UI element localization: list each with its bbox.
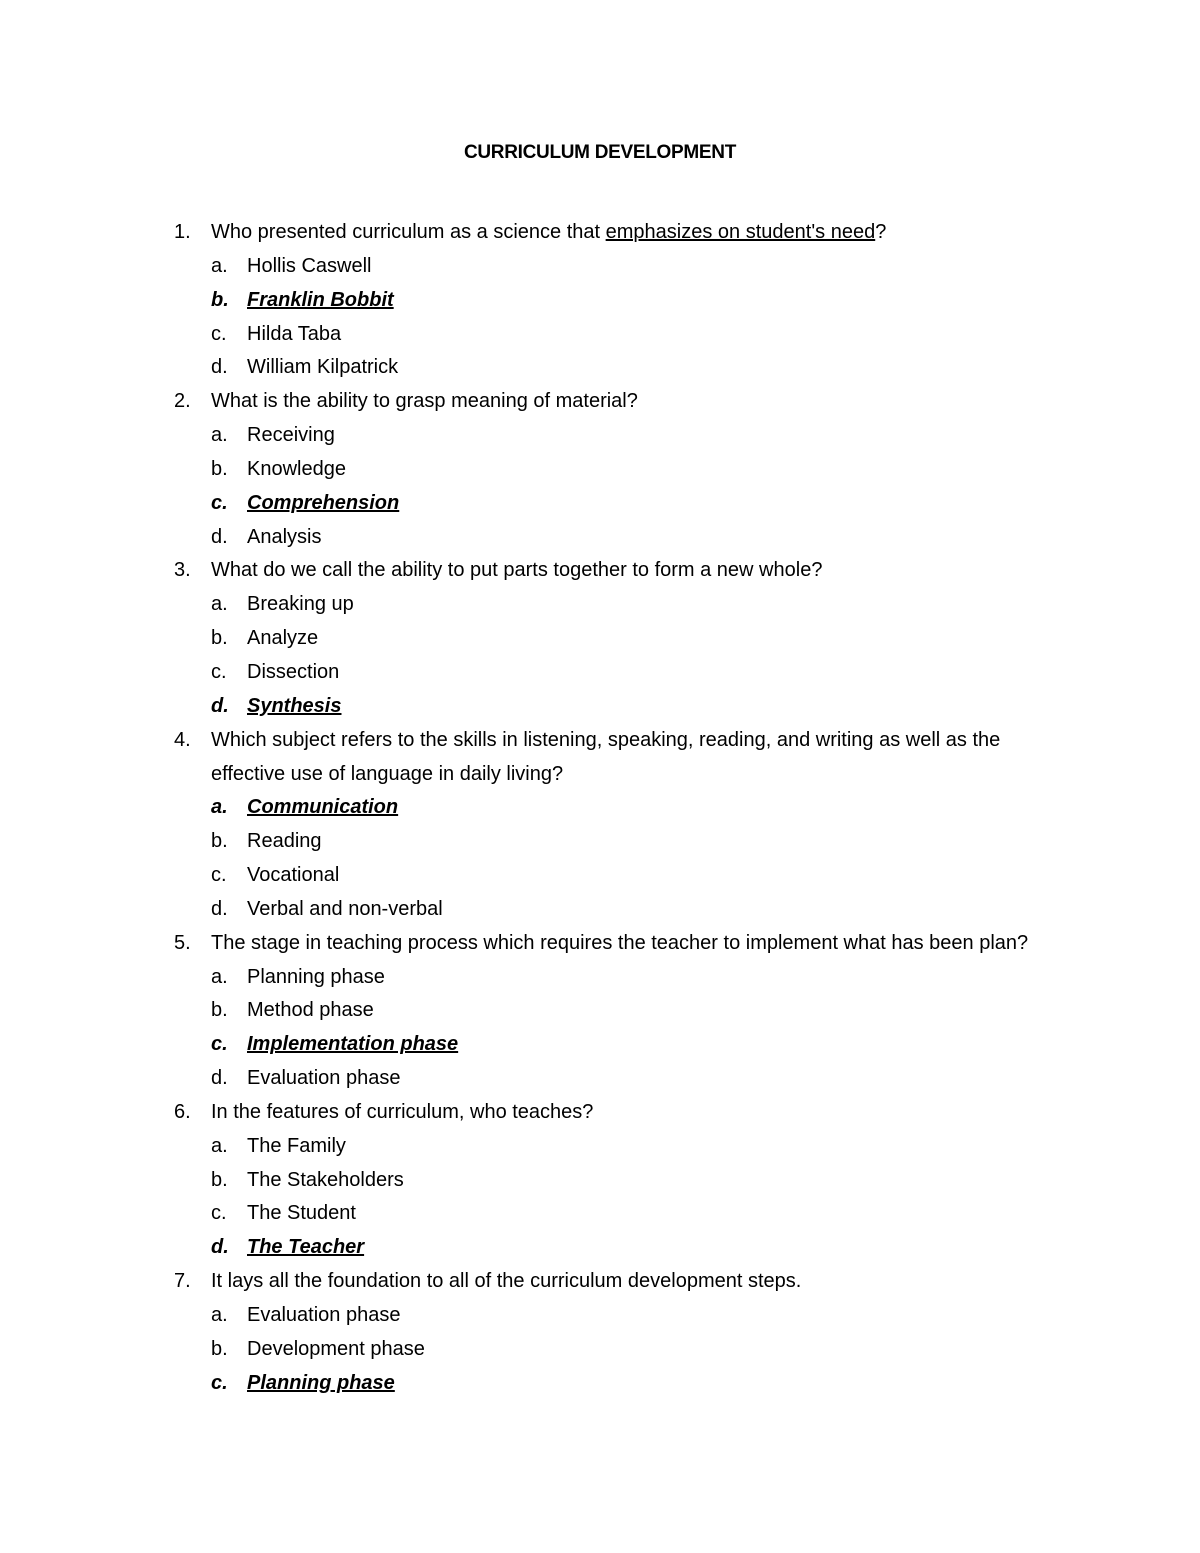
question-text: Who presented curriculum as a science that emphasizes on student's need? xyxy=(211,221,887,243)
option-correct xyxy=(0,1231,1200,1265)
option-letter: b. xyxy=(211,288,229,311)
question-number: 1. xyxy=(174,221,191,243)
question-text: The stage in teaching process which requires the teacher to implement what has been plan? xyxy=(211,931,1029,954)
option-text: Analyze xyxy=(247,627,319,650)
option-text: Planning phase xyxy=(247,1371,395,1394)
option-text: The Teacher xyxy=(247,1236,365,1259)
option-text: Method phase xyxy=(247,999,374,1022)
option-letter: a. xyxy=(211,593,228,616)
option-letter: d. xyxy=(211,694,229,717)
option xyxy=(0,1333,1200,1367)
option-letter: b. xyxy=(211,830,228,853)
option-letter: d. xyxy=(211,525,228,548)
option xyxy=(0,250,1200,284)
option-text: Hilda Taba xyxy=(247,322,342,345)
page-title: CURRICULUM DEVELOPMENT xyxy=(463,142,737,163)
question xyxy=(0,724,1200,758)
underlined-phrase: emphasizes on student's need xyxy=(605,221,876,243)
option-text: Knowledge xyxy=(247,457,346,480)
option xyxy=(0,622,1200,656)
option xyxy=(0,1130,1200,1164)
option xyxy=(0,351,1200,385)
question-text: It lays all the foundation to all of the curriculum development steps. xyxy=(211,1270,802,1293)
question-continuation xyxy=(0,758,1200,792)
question-number: 2. xyxy=(174,390,191,413)
option-text: Planning phase xyxy=(247,965,385,988)
question-text: In the features of curriculum, who teaches? xyxy=(211,1100,594,1123)
option-text: Implementation phase xyxy=(247,1033,459,1056)
option-text: Reading xyxy=(247,830,322,853)
question xyxy=(0,1265,1200,1299)
option xyxy=(0,1164,1200,1198)
option-text: Verbal and non-verbal xyxy=(247,897,443,920)
question xyxy=(0,554,1200,588)
option-text: Breaking up xyxy=(247,593,354,616)
option xyxy=(0,893,1200,927)
option xyxy=(0,994,1200,1028)
option-text: The Student xyxy=(247,1202,356,1225)
option-letter: c. xyxy=(211,1371,228,1394)
option-letter: c. xyxy=(211,660,227,683)
option-letter: a. xyxy=(211,424,228,447)
question-text: Which subject refers to the skills in listening, speaking, reading, and writing as well as the xyxy=(211,728,1001,751)
option xyxy=(0,318,1200,352)
option-letter: b. xyxy=(211,457,228,480)
option-correct xyxy=(0,791,1200,825)
option-text: Hollis Caswell xyxy=(247,254,372,277)
option-letter: c. xyxy=(211,491,228,514)
option-letter: b. xyxy=(211,1168,228,1191)
option xyxy=(0,1197,1200,1231)
option-text: Dissection xyxy=(247,660,340,683)
option-letter: b. xyxy=(211,999,228,1022)
option-text: Analysis xyxy=(247,525,322,548)
question-number: 7. xyxy=(174,1270,191,1293)
option-text: Evaluation phase xyxy=(247,1067,401,1090)
question-text: What do we call the ability to put parts together to form a new whole? xyxy=(211,559,823,582)
option xyxy=(0,656,1200,690)
option xyxy=(0,588,1200,622)
option-letter: a. xyxy=(211,965,228,988)
option-text: Receiving xyxy=(247,424,335,447)
option-correct xyxy=(0,487,1200,521)
option-correct xyxy=(0,284,1200,318)
option-letter: b. xyxy=(211,1337,228,1360)
option-correct xyxy=(0,1028,1200,1062)
option-correct xyxy=(0,690,1200,724)
option-letter: a. xyxy=(211,796,228,819)
option-letter: a. xyxy=(211,1304,228,1326)
option-text: Franklin Bobbit xyxy=(247,288,394,311)
option xyxy=(0,453,1200,487)
option-text: The Stakeholders xyxy=(247,1168,404,1191)
option-letter: a. xyxy=(211,254,228,277)
option-text: Synthesis xyxy=(247,694,342,717)
question-number: 4. xyxy=(174,728,191,751)
option-text: William Kilpatrick xyxy=(247,356,399,379)
option-letter: d. xyxy=(211,1067,228,1090)
option-text: Vocational xyxy=(247,864,340,887)
option-text: Evaluation phase xyxy=(247,1304,401,1326)
option-letter: d. xyxy=(211,356,228,379)
option xyxy=(0,1062,1200,1096)
option xyxy=(0,961,1200,995)
option-letter: a. xyxy=(211,1134,228,1157)
option xyxy=(0,1299,1200,1333)
option-text: The Family xyxy=(247,1134,346,1157)
option-text: Comprehension xyxy=(247,491,400,514)
question xyxy=(0,927,1200,961)
option xyxy=(0,825,1200,859)
option xyxy=(0,859,1200,893)
question-text: effective use of language in daily living? xyxy=(211,762,564,785)
option-letter: c. xyxy=(211,1033,228,1056)
question-text: What is the ability to grasp meaning of material? xyxy=(211,390,638,413)
option-letter: c. xyxy=(211,864,227,887)
question-number: 5. xyxy=(174,931,191,954)
option-text: Development phase xyxy=(247,1337,425,1360)
option xyxy=(0,521,1200,555)
question-number: 6. xyxy=(174,1100,191,1123)
question xyxy=(0,385,1200,419)
option-letter: b. xyxy=(211,627,228,650)
option xyxy=(0,419,1200,453)
question-list xyxy=(0,216,1200,1401)
option-letter: d. xyxy=(211,1236,229,1259)
option-text: Communication xyxy=(247,796,399,819)
question-number: 3. xyxy=(174,559,191,582)
option-correct xyxy=(0,1367,1200,1401)
question xyxy=(0,1096,1200,1130)
question xyxy=(0,216,1200,250)
option-letter: c. xyxy=(211,322,227,345)
option-letter: c. xyxy=(211,1202,227,1225)
option-letter: d. xyxy=(211,897,228,920)
